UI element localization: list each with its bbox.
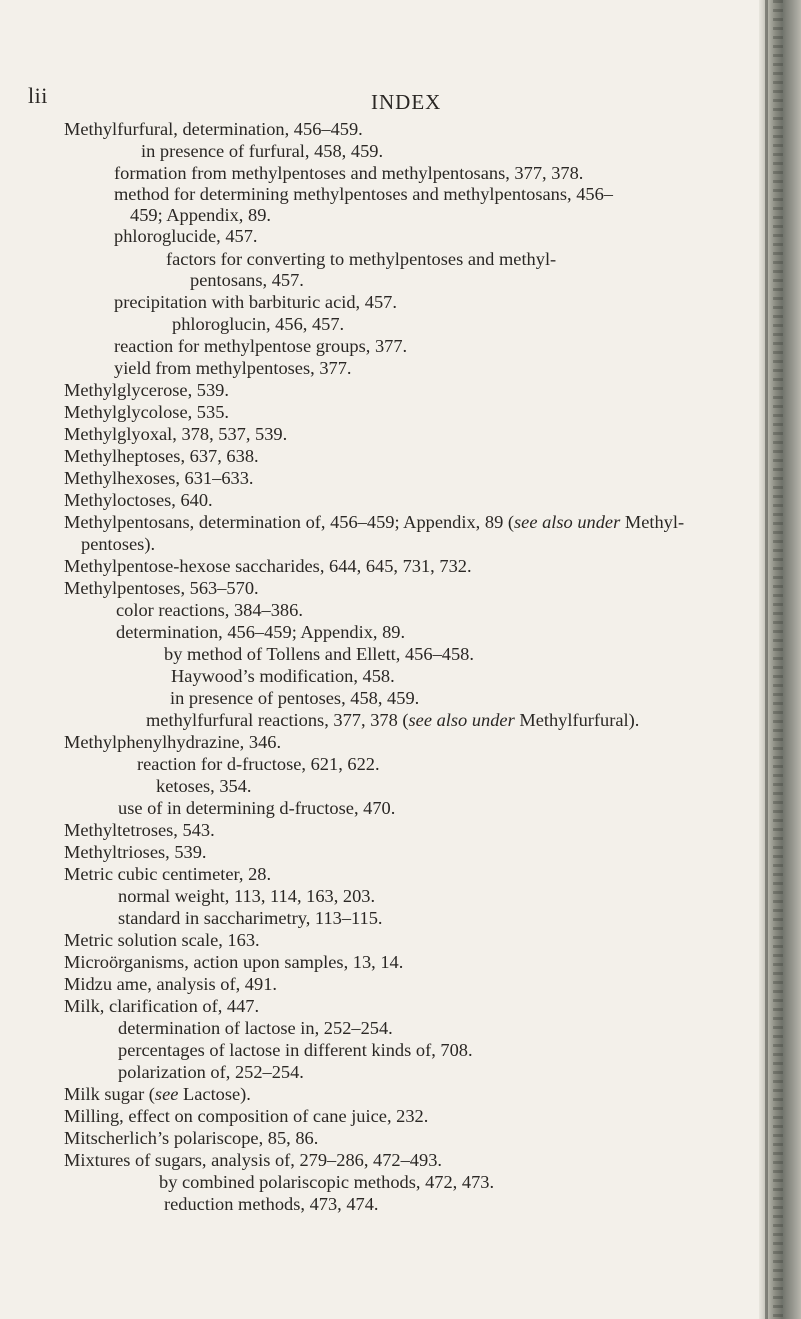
index-line — [114, 162, 583, 184]
index-line — [130, 204, 271, 226]
index-text: formation from methylpentoses and methylpentosans, 377, 378. — [114, 163, 584, 183]
index-line — [170, 687, 419, 709]
index-text: determination of lactose in, 252–254. — [118, 1018, 393, 1038]
index-line — [64, 841, 207, 863]
index-text: reaction for d-fructose, 621, 622. — [137, 754, 380, 774]
index-line — [64, 379, 229, 401]
index-line — [118, 907, 383, 929]
index-text: determination, 456–459; Appendix, 89. — [116, 622, 406, 642]
index-line — [118, 797, 395, 819]
index-text: Methylhexoses, 631–633. — [64, 468, 254, 488]
index-text: methylfurfural reactions, 377, 378 ( — [146, 710, 409, 730]
index-text: Lactose). — [178, 1084, 251, 1104]
index-line — [118, 1061, 304, 1083]
index-text: factors for converting to methylpentoses and methyl- — [166, 249, 557, 269]
index-line — [190, 269, 304, 291]
index-text: in presence of furfural, 458, 459. — [141, 141, 384, 161]
index-text: percentages of lactose in different kinds of, 708. — [118, 1040, 473, 1060]
index-line — [64, 467, 254, 489]
index-line — [164, 643, 474, 665]
index-line — [64, 1083, 251, 1105]
index-line — [137, 753, 380, 775]
index-text: method for determining methylpentoses and methylpentosans, 456– — [114, 184, 614, 204]
index-line — [114, 291, 397, 313]
index-text: polarization of, 252–254. — [118, 1062, 304, 1082]
index-line — [114, 335, 407, 357]
index-line — [166, 248, 556, 270]
index-text: Metric cubic centimeter, 28. — [64, 864, 272, 884]
index-text: normal weight, 113, 114, 163, 203. — [118, 886, 376, 906]
index-line — [64, 973, 277, 995]
index-text: Midzu ame, analysis of, 491. — [64, 974, 277, 994]
index-text: Methylpentoses, 563–570. — [64, 578, 259, 598]
index-text: Methylglyoxal, 378, 537, 539. — [64, 424, 288, 444]
index-text: Methylpentose-hexose saccharides, 644, 645, 731, 732. — [64, 556, 472, 576]
index-line — [159, 1171, 494, 1193]
index-text: Methylfurfural). — [514, 710, 640, 730]
index-text: Milk sugar ( — [64, 1084, 155, 1104]
index-text: Methylglycerose, 539. — [64, 380, 229, 400]
index-line — [164, 1193, 379, 1215]
index-text: standard in saccharimetry, 113–115. — [118, 908, 383, 928]
index-text: use of in determining d-fructose, 470. — [118, 798, 396, 818]
index-text: reduction methods, 473, 474. — [164, 1194, 379, 1214]
index-line — [64, 423, 287, 445]
page-title: INDEX — [371, 90, 442, 114]
index-line — [64, 555, 472, 577]
index-text: by method of Tollens and Ellett, 456–458. — [164, 644, 474, 664]
index-text: Milk, clarification of, 447. — [64, 996, 260, 1016]
index-line — [114, 183, 613, 205]
index-line — [64, 489, 213, 511]
index-cross-reference: see also under — [514, 512, 621, 532]
index-text: Metric solution scale, 163. — [64, 930, 260, 950]
index-line — [64, 929, 260, 951]
index-line — [116, 621, 405, 643]
index-text: Methylheptoses, 637, 638. — [64, 446, 259, 466]
index-line — [118, 885, 375, 907]
index-text: Methylphenylhydrazine, 346. — [64, 732, 282, 752]
index-line — [156, 775, 252, 797]
index-line — [172, 313, 344, 335]
index-line — [171, 665, 395, 687]
page-number: lii — [28, 83, 48, 108]
index-line — [64, 118, 363, 140]
index-line — [64, 401, 229, 423]
index-line — [64, 511, 684, 533]
index-line — [64, 1149, 442, 1171]
index-line — [116, 599, 303, 621]
index-text: pentoses). — [81, 534, 156, 554]
index-line — [146, 709, 639, 731]
index-text: Mitscherlich’s polariscope, 85, 86. — [64, 1128, 319, 1148]
index-text: phloroglucin, 456, 457. — [172, 314, 345, 334]
index-line — [141, 140, 383, 162]
index-text: Methyloctoses, 640. — [64, 490, 213, 510]
index-text: pentosans, 457. — [190, 270, 304, 290]
index-text: Mixtures of sugars, analysis of, 279–286, 472–493. — [64, 1150, 442, 1170]
index-line — [114, 225, 258, 247]
index-text: Methyl- — [620, 512, 685, 532]
index-text: by combined polariscopic methods, 472, 473. — [159, 1172, 495, 1192]
index-text: Methylpentosans, determination of, 456–459; Appendix, 89 ( — [64, 512, 514, 532]
index-text: color reactions, 384–386. — [116, 600, 303, 620]
index-line — [118, 1039, 473, 1061]
index-line — [64, 731, 281, 753]
index-text: Methyltetroses, 543. — [64, 820, 215, 840]
index-cross-reference: see — [154, 1084, 179, 1104]
index-line — [64, 951, 403, 973]
index-text: phloroglucide, 457. — [114, 226, 258, 246]
index-line — [64, 577, 259, 599]
index-line — [64, 1105, 428, 1127]
index-line — [64, 995, 259, 1017]
index-line — [114, 357, 352, 379]
index-text: Microörganisms, action upon samples, 13, 14. — [64, 952, 404, 972]
index-text: Methylglycolose, 535. — [64, 402, 229, 422]
index-line — [64, 863, 271, 885]
index-line — [81, 533, 155, 555]
index-text: in presence of pentoses, 458, 459. — [170, 688, 420, 708]
index-text: reaction for methylpentose groups, 377. — [114, 336, 408, 356]
index-text: yield from methylpentoses, 377. — [114, 358, 352, 378]
index-text: Milling, effect on composition of cane juice, 232. — [64, 1106, 429, 1126]
index-line — [64, 1127, 318, 1149]
index-line — [64, 445, 259, 467]
index-text: ketoses, 354. — [156, 776, 252, 796]
index-line — [118, 1017, 393, 1039]
index-text: Methyltrioses, 539. — [64, 842, 207, 862]
index-text: Methylfurfural, determination, 456–459. — [64, 119, 363, 139]
index-text: Haywood’s modification, 458. — [171, 666, 395, 686]
index-cross-reference: see also under — [408, 710, 515, 730]
index-line — [64, 819, 215, 841]
index-text: 459; Appendix, 89. — [130, 205, 271, 225]
index-text: precipitation with barbituric acid, 457. — [114, 292, 397, 312]
